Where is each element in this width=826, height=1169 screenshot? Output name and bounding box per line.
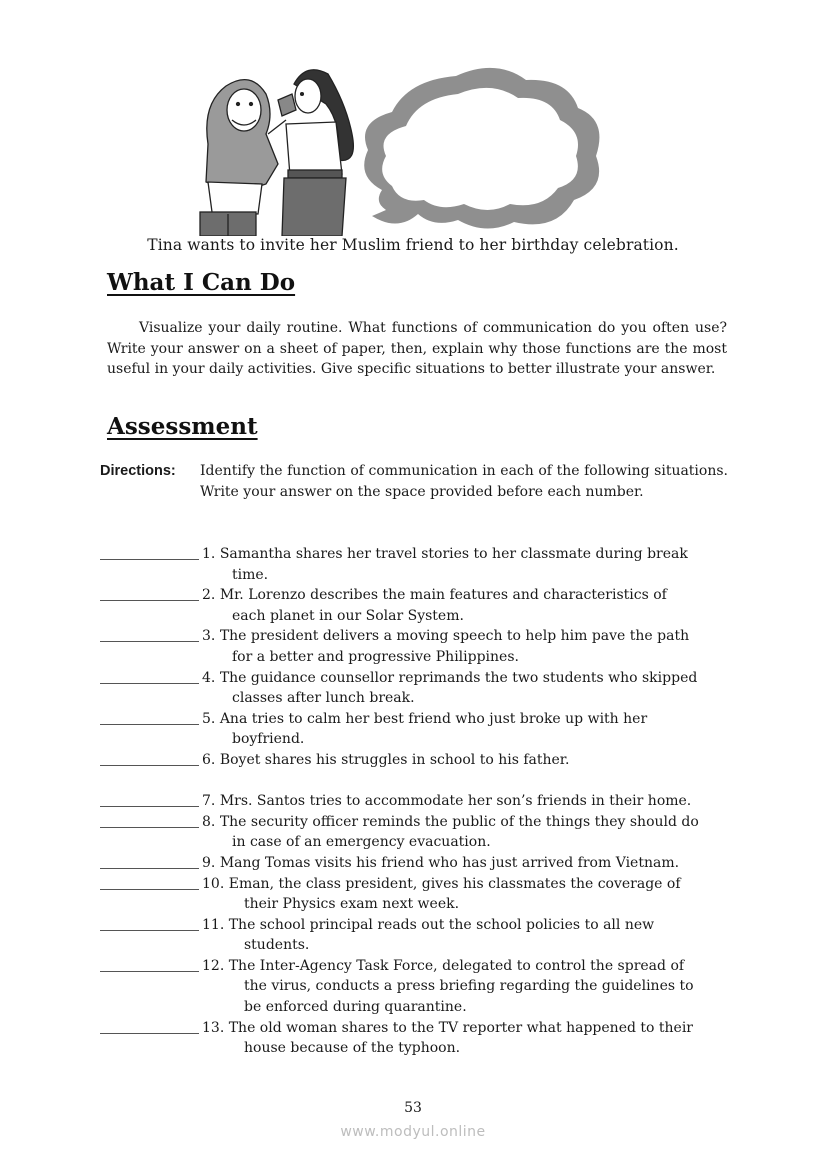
section-title-what-i-can-do: What I Can Do [107, 269, 296, 296]
item-text-continued: students. [244, 937, 310, 954]
item-text-continued: time. [232, 566, 269, 583]
item-text: The president delivers a moving speech to help him pave the path [219, 628, 690, 645]
assessment-item-11 [100, 915, 730, 956]
answer-blank-12[interactable] [100, 956, 199, 972]
assessment-item-12 [100, 956, 730, 1018]
page-number: 53 [404, 1100, 422, 1116]
assessment-item-5 [100, 709, 730, 750]
what-i-can-do-paragraph: Visualize your daily routine. What functions of communication do you often use? Write your answer on a sheet of paper, then, explain why those functions are the most useful in your daily activities. Give specific situations to better illustrate your answer. [107, 320, 727, 378]
item-text-continued: be enforced during quarantine. [244, 999, 467, 1016]
item-number: 3. [202, 628, 216, 645]
item-text: Boyet shares his struggles in school to his father. [219, 751, 570, 768]
answer-blank-9[interactable] [100, 853, 199, 869]
answer-blank-3[interactable] [100, 626, 199, 642]
section-title-assessment: Assessment [107, 413, 258, 440]
answer-blank-4[interactable] [100, 668, 199, 684]
item-number: 4. [202, 669, 216, 686]
assessment-item-10 [100, 874, 730, 915]
assessment-item-13 [100, 1018, 730, 1059]
directions-label: Directions: [100, 463, 176, 479]
item-text-continued: in case of an emergency evacuation. [232, 834, 491, 851]
item-text-continued: classes after lunch break. [232, 690, 415, 707]
watermark: www.modyul.online [340, 1124, 486, 1140]
answer-blank-13[interactable] [100, 1018, 199, 1034]
illustration [196, 64, 626, 236]
item-text: The guidance counsellor reprimands the two students who skipped [219, 669, 698, 686]
item-number: 2. [202, 587, 216, 604]
item-text: Eman, the class president, gives his classmates the coverage of [228, 875, 681, 892]
item-number: 11. [202, 916, 225, 933]
item-text: Ana tries to calm her best friend who just broke up with her [219, 710, 648, 727]
item-text: The security officer reminds the public of the things they should do [219, 813, 699, 830]
illustration-caption: Tina wants to invite her Muslim friend to her birthday celebration. [147, 236, 679, 254]
item-number: 12. [202, 957, 225, 974]
directions [100, 461, 728, 502]
item-number: 8. [202, 813, 216, 830]
item-text-continued: house because of the typhoon. [244, 1040, 461, 1057]
item-text-continued: boyfriend. [232, 731, 305, 748]
answer-blank-7[interactable] [100, 791, 199, 807]
assessment-item-9 [100, 853, 730, 874]
answer-blank-11[interactable] [100, 915, 199, 931]
two-girls-illustration [196, 64, 626, 236]
item-number: 1. [202, 546, 216, 562]
assessment-item-6 [100, 750, 730, 771]
answer-blank-1[interactable] [100, 544, 199, 560]
answer-blank-8[interactable] [100, 812, 199, 828]
item-number: 10. [202, 875, 225, 892]
assessment-items [100, 544, 730, 1059]
answer-blank-6[interactable] [100, 750, 199, 766]
assessment-item-8 [100, 812, 730, 853]
assessment-item-7 [100, 791, 730, 812]
item-text-continued: each planet in our Solar System. [232, 607, 464, 624]
item-number: 6. [202, 751, 216, 768]
assessment-item-2 [100, 585, 730, 626]
item-text: The school principal reads out the school policies to all new [228, 916, 655, 933]
item-text-continued: the virus, conducts a press briefing regarding the guidelines to [244, 978, 694, 995]
item-text-continued: for a better and progressive Philippines. [232, 648, 519, 665]
item-text: Mrs. Santos tries to accommodate her son’s friends in their home. [219, 793, 692, 810]
assessment-item-3 [100, 626, 730, 667]
answer-blank-5[interactable] [100, 709, 199, 725]
item-number: 7. [202, 793, 216, 810]
item-number: 9. [202, 854, 216, 871]
item-text-continued: their Physics exam next week. [244, 896, 460, 913]
item-text: The Inter-Agency Task Force, delegated to control the spread of [228, 957, 685, 974]
answer-blank-2[interactable] [100, 585, 199, 601]
item-text: Mang Tomas visits his friend who has just arrived from Vietnam. [219, 854, 680, 871]
directions-text: Identify the function of communication in each of the following situations. Write your answer on the space provided before each number. [200, 463, 728, 500]
answer-blank-10[interactable] [100, 874, 199, 890]
item-number: 13. [202, 1019, 225, 1036]
item-text: The old woman shares to the TV reporter what happened to their [228, 1019, 693, 1036]
item-text: Mr. Lorenzo describes the main features and characteristics of [219, 587, 667, 604]
assessment-item-1 [100, 544, 730, 585]
thought-cloud-icon [364, 68, 599, 229]
assessment-item-4 [100, 668, 730, 709]
item-number: 5. [202, 710, 216, 727]
item-text: Samantha shares her travel stories to her classmate during break [219, 546, 688, 562]
